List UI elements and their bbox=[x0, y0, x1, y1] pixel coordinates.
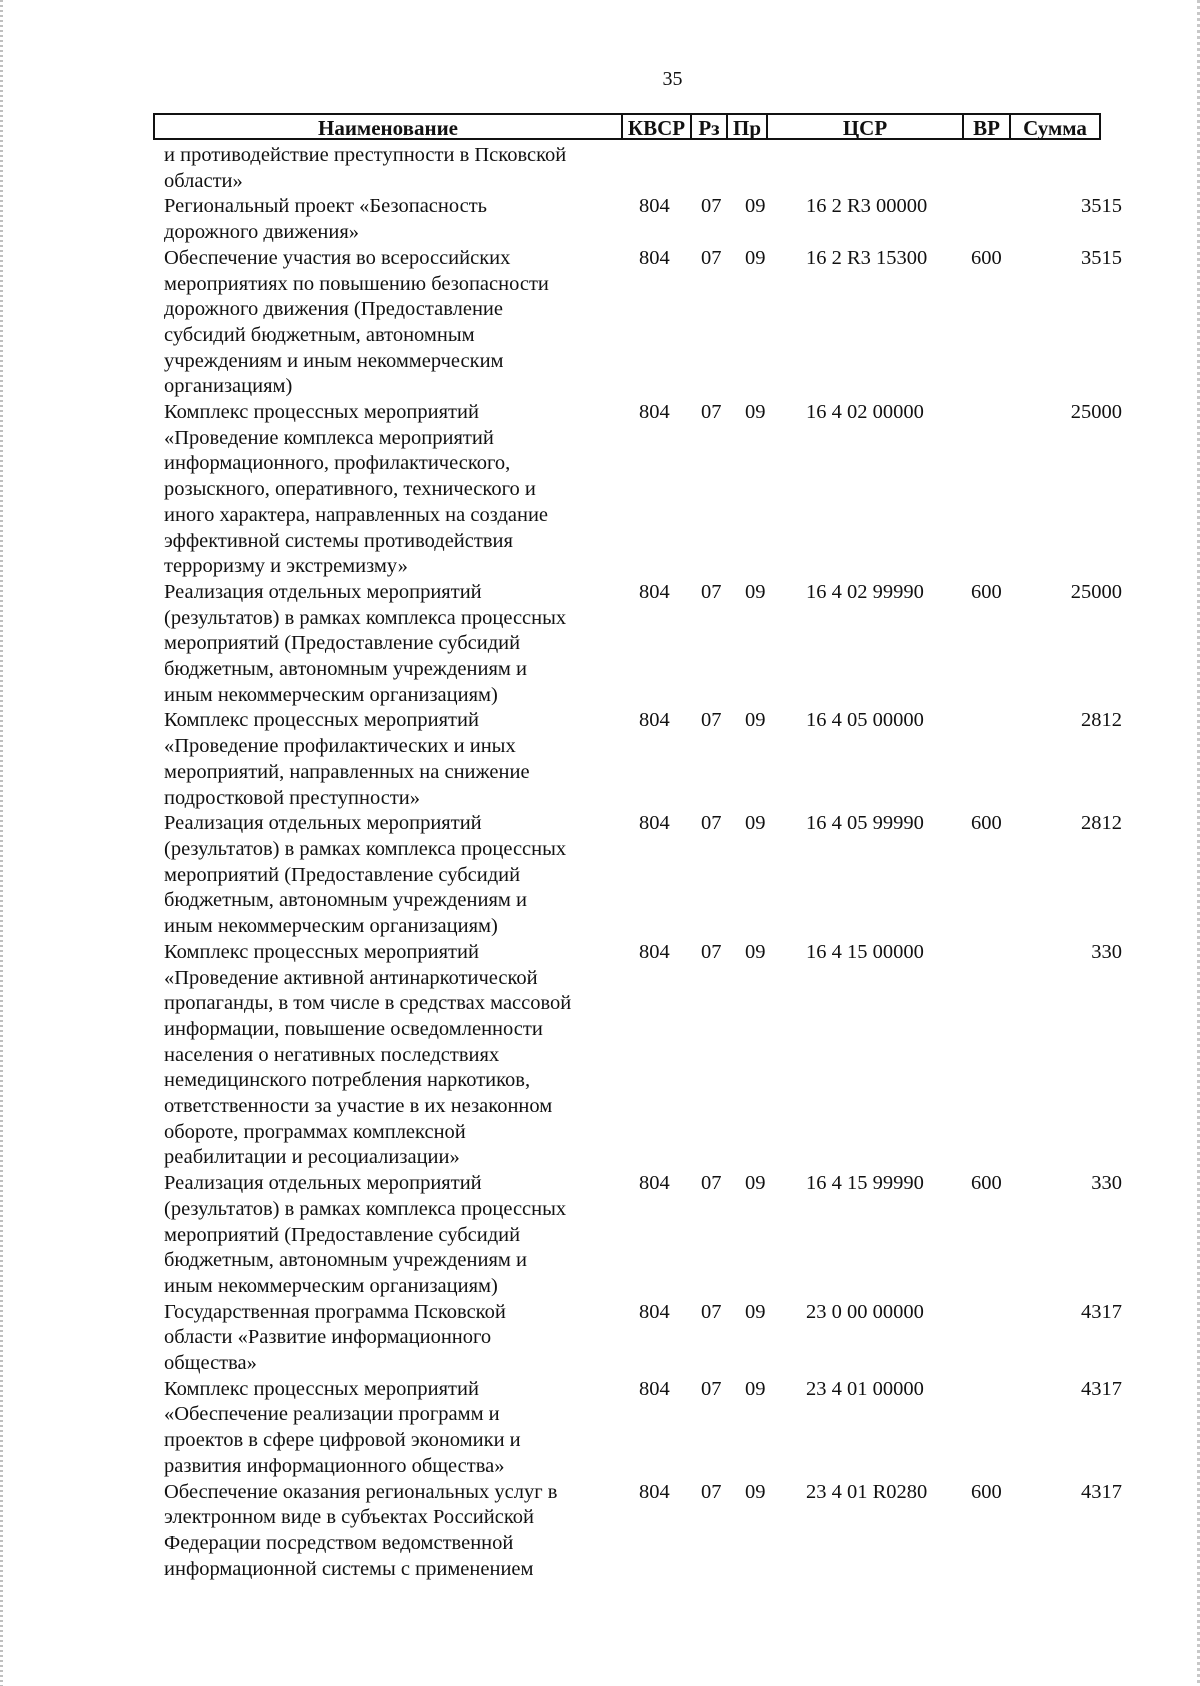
cell-kvsr: 804 bbox=[639, 1377, 670, 1400]
header-kvsr: КВСР bbox=[623, 115, 692, 138]
cell-sum: 25000 bbox=[1070, 401, 1122, 424]
table-header bbox=[153, 113, 1101, 140]
cell-pr: 09 bbox=[745, 580, 766, 603]
cell-name: Региональный проект «Безопасность дорожного движения» bbox=[164, 195, 488, 244]
table-row bbox=[0, 246, 1200, 400]
cell-kvsr: 804 bbox=[639, 1300, 670, 1323]
cell-vr: 600 bbox=[971, 246, 1002, 269]
cell-kvsr: 804 bbox=[639, 246, 670, 269]
cell-rz: 07 bbox=[701, 195, 722, 218]
cell-kvsr: 804 bbox=[639, 195, 670, 218]
cell-name: Комплекс процессных мероприятий «Обеспечение реализации программ и проектов в сфере цифровой экономики и развития информационного общества» bbox=[164, 1377, 521, 1477]
cell-csr: 16 4 02 99990 bbox=[806, 580, 924, 603]
cell-rz: 07 bbox=[701, 1300, 722, 1323]
cell-pr: 09 bbox=[745, 1300, 766, 1323]
cell-rz: 07 bbox=[701, 709, 722, 732]
table-row bbox=[0, 580, 1200, 709]
cell-sum: 330 bbox=[1091, 1172, 1122, 1195]
cell-rz: 07 bbox=[701, 580, 722, 603]
table-row bbox=[0, 1480, 1200, 1583]
table-row bbox=[0, 811, 1200, 940]
cell-sum: 3515 bbox=[1081, 246, 1122, 269]
cell-sum: 2812 bbox=[1081, 812, 1122, 835]
cell-rz: 07 bbox=[701, 1377, 722, 1400]
cell-pr: 09 bbox=[745, 195, 766, 218]
cell-pr: 09 bbox=[745, 1480, 766, 1503]
cell-pr: 09 bbox=[745, 940, 766, 963]
header-rz: Рз bbox=[692, 115, 728, 138]
cell-rz: 07 bbox=[701, 246, 722, 269]
cell-rz: 07 bbox=[701, 812, 722, 835]
cell-name: Комплекс процессных мероприятий «Проведение профилактических и иных мероприятий, направленных на снижение подростковой преступности» bbox=[164, 709, 530, 809]
cell-vr: 600 bbox=[971, 1480, 1002, 1503]
table-body bbox=[0, 143, 1200, 1582]
cell-csr: 16 4 15 99990 bbox=[806, 1172, 924, 1195]
cell-kvsr: 804 bbox=[639, 1480, 670, 1503]
cell-vr: 600 bbox=[971, 1172, 1002, 1195]
cell-csr: 16 2 R3 15300 bbox=[806, 246, 928, 269]
table-row bbox=[0, 1377, 1200, 1480]
cell-name: Обеспечение оказания региональных услуг в электронном виде в субъектах Российской Федерации посредством ведомственной информационной системы с применением bbox=[164, 1480, 558, 1580]
cell-name: Реализация отдельных мероприятий (результатов) в рамках комплекса процессных мероприятий (Предоставление субсидий бюджетным, автономным учреждениям и иным некоммерческим организациям) bbox=[164, 580, 567, 706]
table-row bbox=[0, 1171, 1200, 1300]
cell-pr: 09 bbox=[745, 401, 766, 424]
header-vr: ВР bbox=[964, 115, 1011, 138]
cell-kvsr: 804 bbox=[639, 940, 670, 963]
cell-vr: 600 bbox=[971, 580, 1002, 603]
cell-sum: 3515 bbox=[1081, 195, 1122, 218]
table-row bbox=[0, 194, 1200, 245]
cell-sum: 4317 bbox=[1081, 1300, 1122, 1323]
cell-csr: 16 4 05 99990 bbox=[806, 812, 924, 835]
cell-pr: 09 bbox=[745, 709, 766, 732]
cell-sum: 4317 bbox=[1081, 1377, 1122, 1400]
table-row bbox=[0, 143, 1200, 194]
cell-rz: 07 bbox=[701, 401, 722, 424]
table-row bbox=[0, 1300, 1200, 1377]
cell-sum: 4317 bbox=[1081, 1480, 1122, 1503]
cell-name: Государственная программа Псковской области «Развитие информационного общества» bbox=[164, 1300, 506, 1375]
cell-sum: 25000 bbox=[1070, 580, 1122, 603]
header-pr: Пр bbox=[728, 115, 768, 138]
cell-kvsr: 804 bbox=[639, 580, 670, 603]
cell-csr: 16 4 15 00000 bbox=[806, 940, 924, 963]
cell-rz: 07 bbox=[701, 940, 722, 963]
header-csr: ЦСР bbox=[768, 115, 964, 138]
cell-csr: 16 4 05 00000 bbox=[806, 709, 924, 732]
cell-pr: 09 bbox=[745, 1377, 766, 1400]
cell-rz: 07 bbox=[701, 1172, 722, 1195]
cell-kvsr: 804 bbox=[639, 812, 670, 835]
cell-csr: 16 4 02 00000 bbox=[806, 401, 924, 424]
cell-rz: 07 bbox=[701, 1480, 722, 1503]
cell-sum: 2812 bbox=[1081, 709, 1122, 732]
table-row bbox=[0, 940, 1200, 1171]
cell-vr: 600 bbox=[971, 812, 1002, 835]
table-row bbox=[0, 708, 1200, 811]
cell-name: Реализация отдельных мероприятий (результатов) в рамках комплекса процессных мероприятий (Предоставление субсидий бюджетным, автономным учреждениям и иным некоммерческим организациям) bbox=[164, 1172, 567, 1297]
header-sum: Сумма bbox=[1023, 116, 1087, 140]
table-row bbox=[0, 400, 1200, 580]
cell-name: Комплекс процессных мероприятий «Проведение комплекса мероприятий информационного, профилактического, розыскного, оперативного, технического и иного характера, направленных на создание эффективной системы противодействия терроризму и экстремизму» bbox=[164, 401, 549, 578]
cell-sum: 330 bbox=[1091, 940, 1122, 963]
cell-csr: 23 4 01 00000 bbox=[806, 1377, 924, 1400]
cell-pr: 09 bbox=[745, 812, 766, 835]
cell-pr: 09 bbox=[745, 1172, 766, 1195]
cell-kvsr: 804 bbox=[639, 401, 670, 424]
page-number: 35 bbox=[662, 68, 683, 90]
cell-name: и противодействие преступности в Псковской области» bbox=[164, 144, 567, 192]
cell-csr: 23 4 01 R0280 bbox=[806, 1480, 928, 1503]
cell-pr: 09 bbox=[745, 246, 766, 269]
cell-name: Реализация отдельных мероприятий (результатов) в рамках комплекса процессных мероприятий (Предоставление субсидий бюджетным, автономным учреждениям и иным некоммерческим организациям) bbox=[164, 812, 567, 938]
cell-csr: 16 2 R3 00000 bbox=[806, 195, 928, 218]
cell-name: Обеспечение участия во всероссийских мероприятиях по повышению безопасности дорожного движения (Предоставление субсидий бюджетным, автономным учреждениям и иным некоммерческим организациям) bbox=[164, 246, 549, 398]
cell-name: Комплекс процессных мероприятий «Проведение активной антинаркотической пропаганды, в том числе в средствах массовой информации, повышение осведомленности населения о негативных последствиях немедицинского потребления наркотиков, ответственности за участие в их незаконном обороте, программах комплексной реабилитации и ресоциализации» bbox=[164, 940, 572, 1169]
header-name: Наименование bbox=[155, 115, 623, 138]
cell-kvsr: 804 bbox=[639, 1172, 670, 1195]
cell-kvsr: 804 bbox=[639, 709, 670, 732]
cell-csr: 23 0 00 00000 bbox=[806, 1300, 924, 1323]
